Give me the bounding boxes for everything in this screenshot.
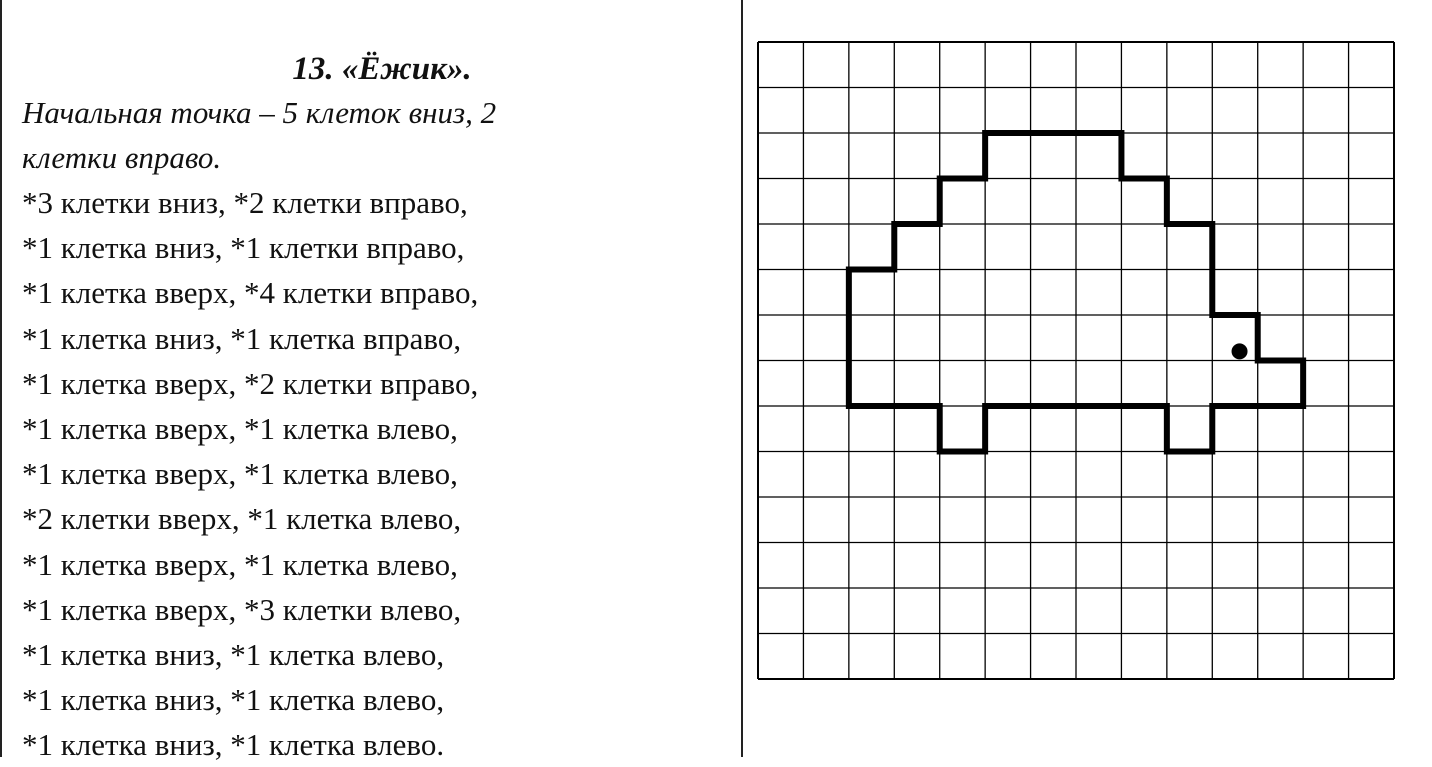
- step-item: *1 клетка вниз, *1 клетка влево.: [22, 727, 445, 763]
- hedgehog-eye-dot: [1232, 343, 1248, 359]
- step-item: *1 клетка вниз, *1 клетка влево,: [22, 682, 445, 718]
- page-left-border: [0, 0, 2, 757]
- step-item: *1 клетка вверх, *1 клетка влево,: [22, 546, 458, 582]
- graph-paper: [756, 40, 1396, 681]
- start-point-text: [22, 90, 722, 180]
- column-divider: [741, 0, 743, 757]
- step-item: *3 клетки вниз, *2 клетки вправо,: [22, 185, 468, 220]
- steps-list: [22, 180, 722, 767]
- instructions-column: [22, 48, 722, 767]
- step-item: *1 клетка вверх, *3 клетки влево,: [22, 591, 462, 627]
- step-item: *1 клетка вверх, *2 клетки вправо,: [22, 365, 479, 401]
- step-item: *1 клетка вверх, *4 клетки вправо,: [22, 275, 479, 311]
- step-item: *1 клетка вниз, *1 клетка вправо,: [22, 320, 462, 356]
- intro-line-2: клетки вправо.: [22, 140, 222, 175]
- intro-line-1: Начальная точка – 5 клеток вниз, 2: [22, 95, 497, 130]
- step-item: *1 клетка вверх, *1 клетка влево,: [22, 456, 458, 492]
- hedgehog-grid-drawing: [756, 40, 1396, 681]
- exercise-title: 13. «Ёжик».: [292, 51, 472, 87]
- step-item: *1 клетка вниз, *1 клетки вправо,: [22, 230, 465, 266]
- step-item: *1 клетка вниз, *1 клетка влево,: [22, 636, 445, 672]
- step-item: *2 клетки вверх, *1 клетка влево,: [22, 501, 462, 537]
- step-item: *1 клетка вверх, *1 клетка влево,: [22, 410, 458, 446]
